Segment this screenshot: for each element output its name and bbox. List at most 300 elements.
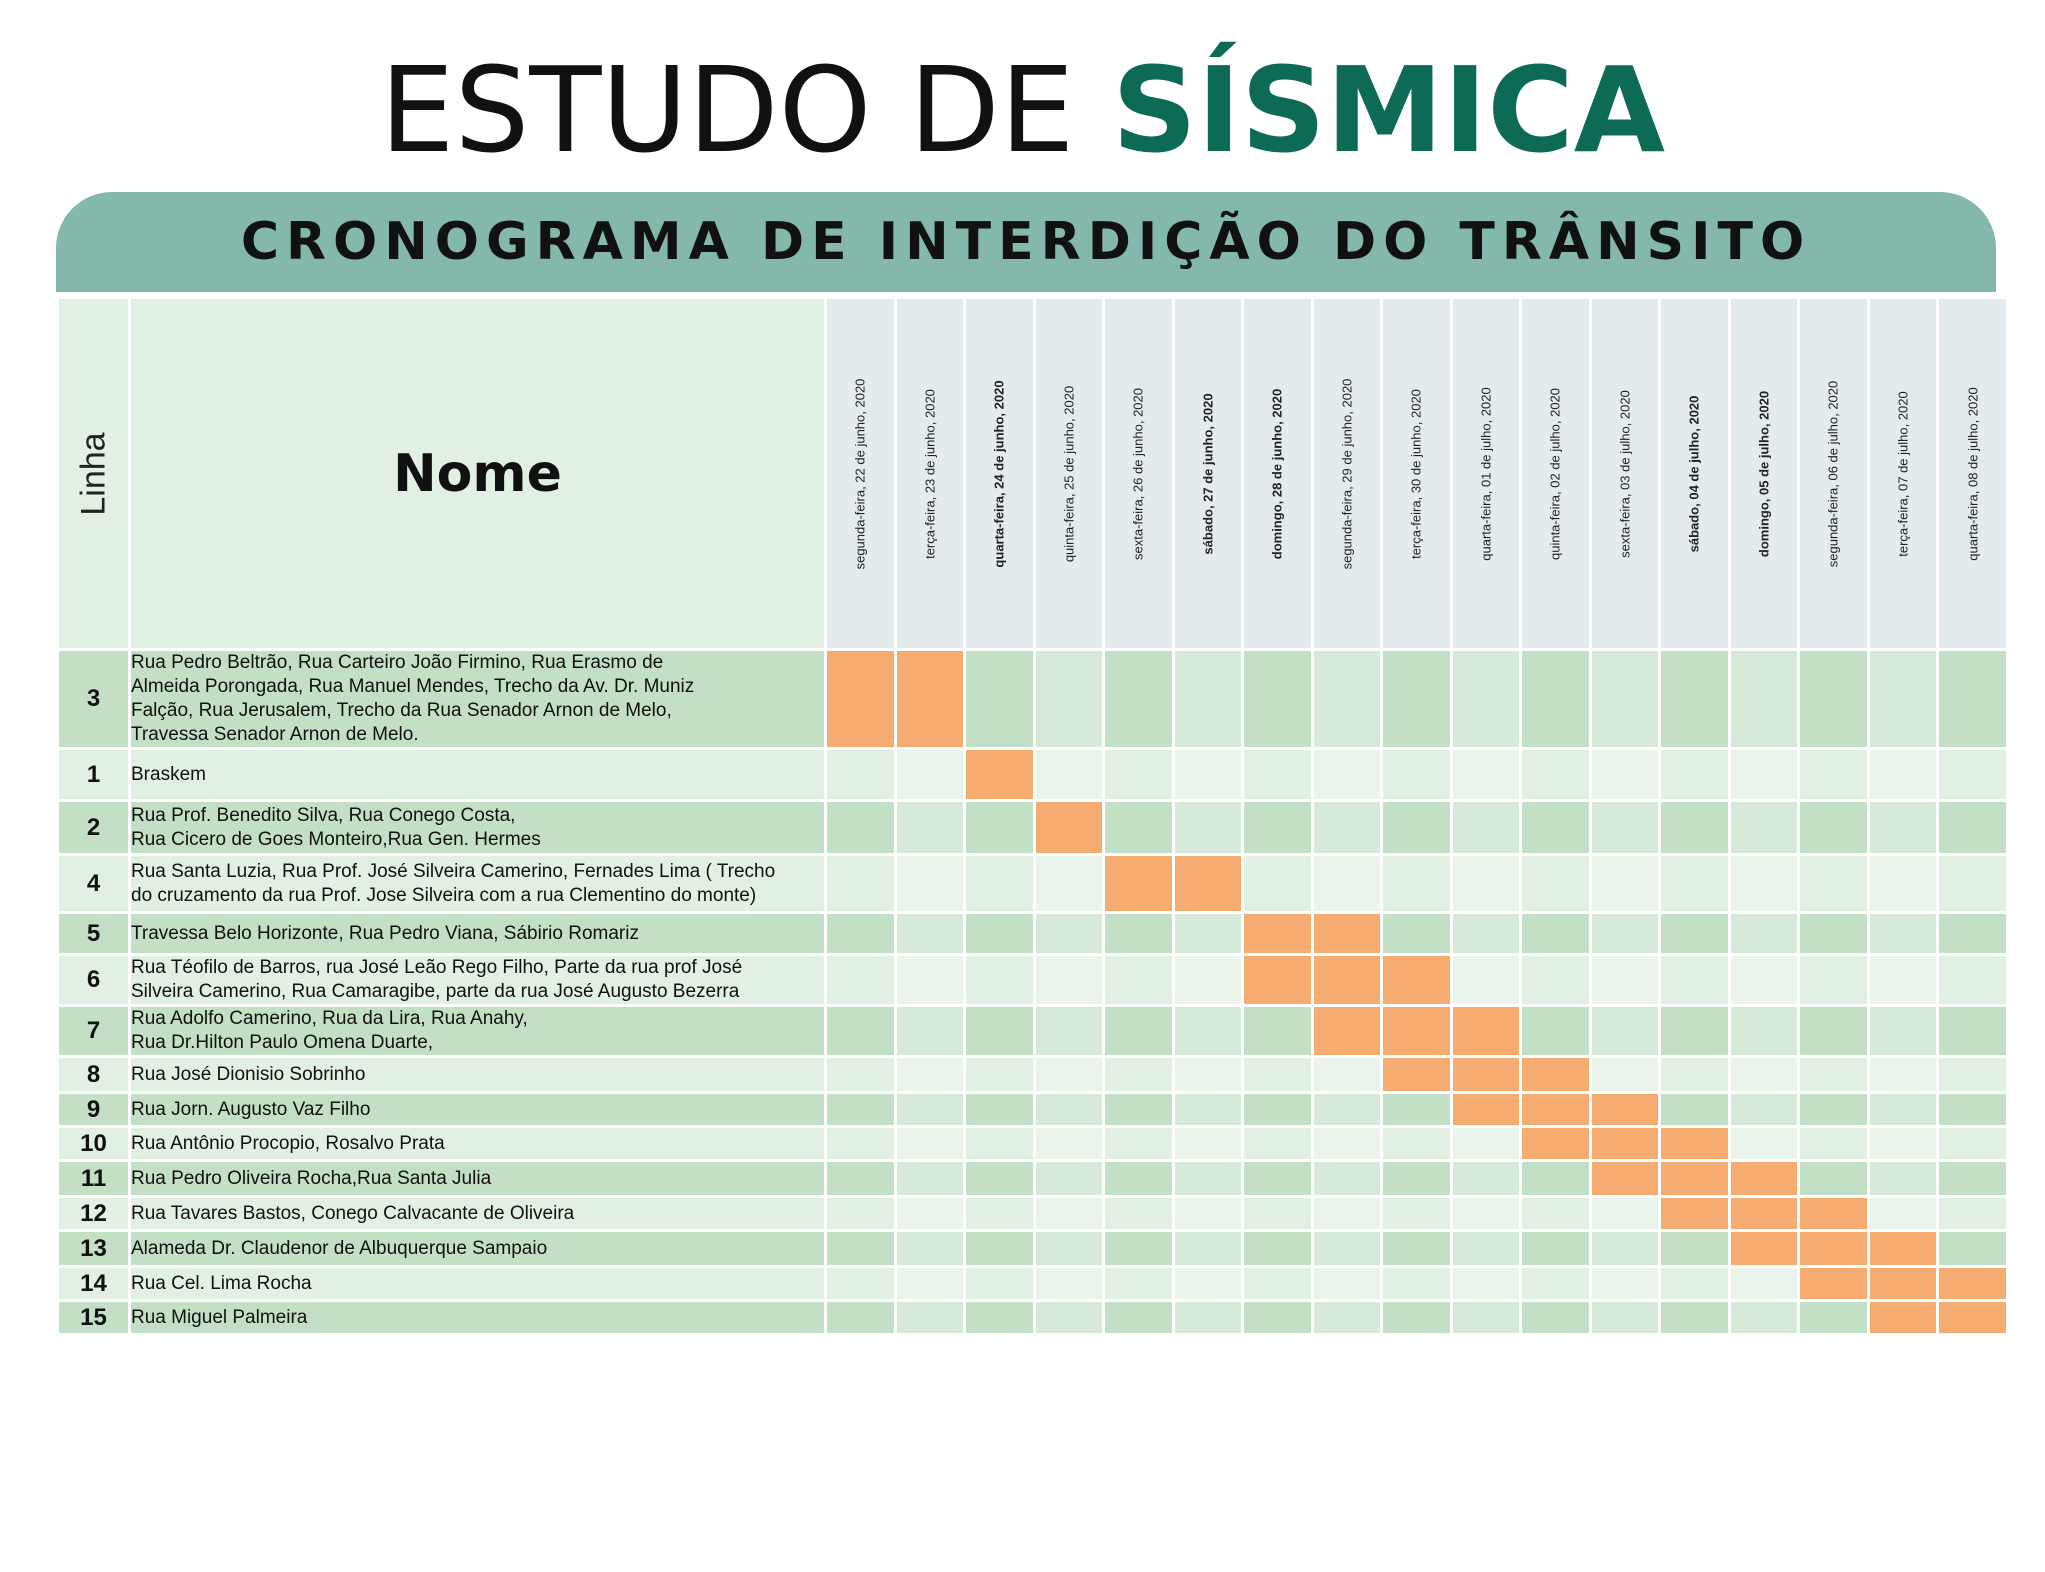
- schedule-cell: [1104, 1161, 1174, 1197]
- schedule-cell: [1521, 650, 1591, 749]
- header-row: [58, 298, 2008, 650]
- schedule-cell: [1173, 650, 1243, 749]
- main-title-part2: SÍSMICA: [1111, 41, 1666, 179]
- row-linha-number: 1: [58, 749, 130, 801]
- schedule-cell: [826, 955, 896, 1006]
- linha-header-label: Linha: [74, 431, 112, 516]
- schedule-cell: [826, 1231, 896, 1267]
- schedule-cell: [895, 955, 965, 1006]
- schedule-cell: [1243, 1161, 1313, 1197]
- schedule-cell: [1521, 1197, 1591, 1231]
- nome-header: Nome: [130, 298, 826, 650]
- schedule-cell: [1173, 1006, 1243, 1057]
- street-name-line: Rua Antônio Procopio, Rosalvo Prata: [131, 1132, 445, 1154]
- row-street-names: [130, 1301, 826, 1335]
- schedule-cell: [1451, 1197, 1521, 1231]
- schedule-cell-interdicted: [895, 650, 965, 749]
- row-linha-number: 5: [58, 913, 130, 955]
- schedule-cell: [1868, 1161, 1938, 1197]
- street-name-line: Rua Cel. Lima Rocha: [131, 1272, 312, 1294]
- schedule-cell: [1034, 1127, 1104, 1161]
- schedule-cell-interdicted: [1660, 1161, 1730, 1197]
- schedule-cell: [1868, 1197, 1938, 1231]
- street-name-line: Rua Miguel Palmeira: [131, 1306, 308, 1328]
- schedule-cell-interdicted: [965, 749, 1035, 801]
- date-header-label: terça-feira, 07 de julho, 2020: [1895, 390, 1911, 557]
- schedule-cell-interdicted: [1382, 1057, 1452, 1093]
- schedule-cell: [1660, 1057, 1730, 1093]
- schedule-cell: [1799, 1301, 1869, 1335]
- row-street-names: [130, 1006, 826, 1057]
- schedule-cell: [1104, 1267, 1174, 1301]
- schedule-cell: [1521, 1161, 1591, 1197]
- schedule-cell-interdicted: [1729, 1197, 1799, 1231]
- row-street-names: [130, 1161, 826, 1197]
- schedule-cell: [1938, 1127, 2008, 1161]
- schedule-cell: [1521, 913, 1591, 955]
- schedule-cell: [1104, 1197, 1174, 1231]
- schedule-cell-interdicted: [1243, 955, 1313, 1006]
- schedule-cell: [1521, 801, 1591, 855]
- row-linha-number: 7: [58, 1006, 130, 1057]
- schedule-cell: [1868, 1057, 1938, 1093]
- schedule-cell: [826, 1093, 896, 1127]
- street-name-line: Rua Prof. Benedito Silva, Rua Conego Costa,: [131, 804, 516, 826]
- schedule-cell: [1660, 749, 1730, 801]
- schedule-cell: [965, 1301, 1035, 1335]
- schedule-cell: [1173, 1161, 1243, 1197]
- row-street-names: [130, 1127, 826, 1161]
- schedule-cell: [965, 955, 1035, 1006]
- schedule-cell: [1938, 855, 2008, 913]
- schedule-cell-interdicted: [1590, 1127, 1660, 1161]
- schedule-cell: [1868, 749, 1938, 801]
- date-header: [1521, 298, 1591, 650]
- schedule-cell: [1034, 855, 1104, 913]
- schedule-cell: [826, 1127, 896, 1161]
- schedule-cell: [1868, 955, 1938, 1006]
- schedule-cell: [1729, 855, 1799, 913]
- schedule-cell-interdicted: [1799, 1231, 1869, 1267]
- schedule-cell: [1382, 1127, 1452, 1161]
- schedule-cell: [1451, 913, 1521, 955]
- schedule-cell: [1729, 1057, 1799, 1093]
- date-header-label: segunda-feira, 06 de julho, 2020: [1825, 380, 1841, 567]
- schedule-cell: [965, 1161, 1035, 1197]
- street-name-line: Silveira Camerino, Rua Camaragibe, parte da rua José Augusto Bezerra: [131, 981, 740, 1002]
- date-header-label: domingo, 05 de julho, 2020: [1756, 390, 1772, 557]
- date-header: [1590, 298, 1660, 650]
- schedule-cell-interdicted: [1729, 1161, 1799, 1197]
- schedule-cell-interdicted: [1521, 1093, 1591, 1127]
- schedule-row: [58, 1006, 2008, 1057]
- schedule-cell: [1729, 749, 1799, 801]
- schedule-cell: [1729, 1006, 1799, 1057]
- schedule-cell: [1451, 1231, 1521, 1267]
- schedule-cell: [1034, 913, 1104, 955]
- schedule-cell: [1938, 749, 2008, 801]
- schedule-cell: [1173, 1267, 1243, 1301]
- date-header-label: sexta-feira, 03 de julho, 2020: [1617, 389, 1633, 558]
- row-linha-number: 11: [58, 1161, 130, 1197]
- schedule-cell-interdicted: [1938, 1301, 2008, 1335]
- schedule-cell: [1799, 650, 1869, 749]
- schedule-cell: [1312, 801, 1382, 855]
- schedule-cell: [1938, 1006, 2008, 1057]
- schedule-cell: [1590, 1057, 1660, 1093]
- date-header-label: domingo, 28 de junho, 2020: [1269, 388, 1285, 559]
- schedule-cell: [1382, 913, 1452, 955]
- schedule-cell: [826, 1006, 896, 1057]
- schedule-cell: [1521, 955, 1591, 1006]
- schedule-cell: [895, 1093, 965, 1127]
- schedule-cell-interdicted: [1312, 913, 1382, 955]
- schedule-cell-interdicted: [1521, 1057, 1591, 1093]
- schedule-cell: [1243, 1197, 1313, 1231]
- schedule-cell: [1729, 1267, 1799, 1301]
- date-header: [1312, 298, 1382, 650]
- schedule-cell-interdicted: [1799, 1197, 1869, 1231]
- schedule-row: [58, 749, 2008, 801]
- schedule-cell: [1868, 650, 1938, 749]
- date-header: [1938, 298, 2008, 650]
- date-header-label: quinta-feira, 02 de julho, 2020: [1547, 387, 1563, 560]
- schedule-cell: [1799, 1057, 1869, 1093]
- schedule-cell: [1868, 1127, 1938, 1161]
- schedule-row: [58, 1057, 2008, 1093]
- schedule-cell: [1104, 1057, 1174, 1093]
- row-linha-number: 13: [58, 1231, 130, 1267]
- schedule-cell: [1312, 1161, 1382, 1197]
- schedule-cell: [1173, 801, 1243, 855]
- schedule-cell: [1799, 1161, 1869, 1197]
- schedule-cell: [1729, 913, 1799, 955]
- street-name-line: Rua José Dionisio Sobrinho: [131, 1063, 366, 1085]
- street-name-line: Travessa Senador Arnon de Melo.: [131, 724, 419, 745]
- schedule-cell: [1243, 855, 1313, 913]
- schedule-cell-interdicted: [1729, 1231, 1799, 1267]
- schedule-cell: [965, 801, 1035, 855]
- date-header: [1173, 298, 1243, 650]
- schedule-cell: [826, 1161, 896, 1197]
- schedule-cell: [965, 1127, 1035, 1161]
- schedule-cell-interdicted: [1868, 1231, 1938, 1267]
- schedule-cell: [1243, 749, 1313, 801]
- schedule-cell: [1660, 1301, 1730, 1335]
- date-header-label: sábado, 27 de junho, 2020: [1200, 392, 1216, 555]
- date-header-label: segunda-feira, 29 de junho, 2020: [1339, 378, 1355, 569]
- schedule-cell: [1034, 1057, 1104, 1093]
- schedule-cell: [1034, 1231, 1104, 1267]
- schedule-cell-interdicted: [1451, 1057, 1521, 1093]
- schedule-cell: [1034, 1093, 1104, 1127]
- schedule-cell: [1660, 650, 1730, 749]
- schedule-cell: [1034, 1161, 1104, 1197]
- schedule-cell: [1034, 1197, 1104, 1231]
- schedule-cell: [1382, 1197, 1452, 1231]
- date-header: [1034, 298, 1104, 650]
- date-header-label: quarta-feira, 24 de junho, 2020: [991, 379, 1007, 568]
- schedule-cell-interdicted: [1382, 955, 1452, 1006]
- schedule-cell: [1868, 913, 1938, 955]
- row-linha-number: 3: [58, 650, 130, 749]
- schedule-cell: [1868, 855, 1938, 913]
- schedule-cell: [1104, 650, 1174, 749]
- row-street-names: [130, 1057, 826, 1093]
- schedule-cell: [1590, 801, 1660, 855]
- street-name-line: Rua Téofilo de Barros, rua José Leão Rego Filho, Parte da rua prof José: [131, 957, 743, 978]
- schedule-cell: [965, 1267, 1035, 1301]
- linha-header: [58, 298, 130, 650]
- schedule-cell: [826, 1197, 896, 1231]
- schedule-cell: [826, 1057, 896, 1093]
- schedule-cell: [1868, 1093, 1938, 1127]
- schedule-cell: [1382, 650, 1452, 749]
- schedule-cell: [895, 1161, 965, 1197]
- schedule-cell: [1799, 1006, 1869, 1057]
- schedule-cell: [1312, 1057, 1382, 1093]
- schedule-cell: [1729, 650, 1799, 749]
- schedule-cell: [1868, 801, 1938, 855]
- schedule-cell: [895, 1231, 965, 1267]
- schedule-cell-interdicted: [1312, 1006, 1382, 1057]
- schedule-cell: [1173, 1197, 1243, 1231]
- schedule-cell: [1243, 1301, 1313, 1335]
- schedule-cell-interdicted: [826, 650, 896, 749]
- schedule-cell: [1660, 801, 1730, 855]
- schedule-cell: [1312, 1231, 1382, 1267]
- schedule-cell: [1034, 955, 1104, 1006]
- street-name-line: Rua Pedro Oliveira Rocha,Rua Santa Julia: [131, 1167, 492, 1189]
- schedule-cell: [1382, 1231, 1452, 1267]
- schedule-cell: [1590, 650, 1660, 749]
- schedule-cell: [1729, 1127, 1799, 1161]
- row-linha-number: 4: [58, 855, 130, 913]
- schedule-cell: [1590, 1267, 1660, 1301]
- schedule-cell: [1729, 1301, 1799, 1335]
- banner-title: CRONOGRAMA DE INTERDIÇÃO DO TRÂNSITO: [240, 212, 1812, 272]
- schedule-cell: [1938, 1057, 2008, 1093]
- schedule-cell: [1521, 1231, 1591, 1267]
- schedule-cell: [1104, 801, 1174, 855]
- schedule-cell: [1451, 801, 1521, 855]
- schedule-cell: [826, 801, 896, 855]
- schedule-cell: [965, 1057, 1035, 1093]
- schedule-cell: [826, 1301, 896, 1335]
- schedule-cell: [1938, 1231, 2008, 1267]
- schedule-cell: [1660, 955, 1730, 1006]
- schedule-cell: [1382, 1301, 1452, 1335]
- schedule-cell-interdicted: [1382, 1006, 1452, 1057]
- schedule-cell-interdicted: [1868, 1267, 1938, 1301]
- schedule-row: [58, 1231, 2008, 1267]
- schedule-row: [58, 801, 2008, 855]
- street-name-line: Travessa Belo Horizonte, Rua Pedro Viana, Sábirio Romariz: [131, 922, 639, 944]
- row-street-names: [130, 1093, 826, 1127]
- schedule-cell: [1799, 855, 1869, 913]
- schedule-cell: [1799, 913, 1869, 955]
- schedule-cell: [1451, 1267, 1521, 1301]
- date-header-label: quinta-feira, 25 de junho, 2020: [1061, 385, 1077, 562]
- row-street-names: [130, 801, 826, 855]
- schedule-cell: [1938, 955, 2008, 1006]
- schedule-rows: [58, 650, 2008, 1335]
- row-linha-number: 8: [58, 1057, 130, 1093]
- schedule-table: [56, 296, 2009, 1336]
- schedule-cell: [1312, 650, 1382, 749]
- schedule-cell: [826, 913, 896, 955]
- schedule-cell: [965, 1231, 1035, 1267]
- schedule-cell: [1243, 1127, 1313, 1161]
- schedule-cell: [1382, 1267, 1452, 1301]
- schedule-cell: [1173, 955, 1243, 1006]
- schedule-cell: [1034, 749, 1104, 801]
- date-header: [1729, 298, 1799, 650]
- schedule-cell: [895, 1301, 965, 1335]
- schedule-cell: [1382, 801, 1452, 855]
- schedule-cell-interdicted: [1104, 855, 1174, 913]
- row-linha-number: 14: [58, 1267, 130, 1301]
- schedule-row: [58, 1267, 2008, 1301]
- schedule-cell: [895, 1127, 965, 1161]
- date-header-label: sexta-feira, 26 de junho, 2020: [1130, 387, 1146, 560]
- schedule-cell: [1799, 749, 1869, 801]
- street-name-line: Braskem: [131, 763, 206, 785]
- schedule-cell: [1104, 1006, 1174, 1057]
- schedule-cell: [826, 749, 896, 801]
- row-street-names: [130, 855, 826, 913]
- schedule-cell: [1243, 1267, 1313, 1301]
- schedule-cell: [1590, 1231, 1660, 1267]
- row-street-names: [130, 1197, 826, 1231]
- schedule-cell: [826, 855, 896, 913]
- row-street-names: [130, 913, 826, 955]
- street-name-line: Rua Santa Luzia, Rua Prof. José Silveira Camerino, Fernades Lima ( Trecho: [131, 860, 776, 882]
- schedule-cell: [965, 913, 1035, 955]
- schedule-cell: [1938, 1093, 2008, 1127]
- schedule-cell: [895, 1267, 965, 1301]
- schedule-cell: [826, 1267, 896, 1301]
- schedule-cell-interdicted: [1868, 1301, 1938, 1335]
- schedule-cell: [1590, 913, 1660, 955]
- schedule-cell: [1660, 855, 1730, 913]
- schedule-cell: [1521, 749, 1591, 801]
- schedule-cell: [1312, 1197, 1382, 1231]
- schedule-cell: [1660, 913, 1730, 955]
- schedule-cell: [1451, 1161, 1521, 1197]
- schedule-cell: [1104, 1127, 1174, 1161]
- street-name-line: Alameda Dr. Claudenor de Albuquerque Sampaio: [131, 1237, 548, 1259]
- date-header: [1868, 298, 1938, 650]
- schedule-cell: [1312, 1267, 1382, 1301]
- date-header-label: segunda-feira, 22 de junho, 2020: [852, 378, 868, 569]
- schedule-row: [58, 1301, 2008, 1335]
- schedule-cell-interdicted: [1451, 1093, 1521, 1127]
- schedule-cell: [1173, 913, 1243, 955]
- main-title: [0, 40, 2045, 180]
- schedule-row: [58, 1093, 2008, 1127]
- schedule-row: [58, 650, 2008, 749]
- schedule-cell-interdicted: [1799, 1267, 1869, 1301]
- schedule-cell: [895, 913, 965, 955]
- date-header: [1660, 298, 1730, 650]
- schedule-cell-interdicted: [1243, 913, 1313, 955]
- schedule-cell: [1312, 749, 1382, 801]
- schedule-cell: [1104, 1301, 1174, 1335]
- schedule-cell: [1590, 749, 1660, 801]
- schedule-cell: [965, 1093, 1035, 1127]
- row-street-names: [130, 1231, 826, 1267]
- street-name-line: Falção, Rua Jerusalem, Trecho da Rua Senador Arnon de Melo,: [131, 700, 672, 721]
- schedule-cell: [1729, 801, 1799, 855]
- date-header: [1243, 298, 1313, 650]
- schedule-cell-interdicted: [1312, 955, 1382, 1006]
- row-linha-number: 10: [58, 1127, 130, 1161]
- schedule-cell: [1521, 1006, 1591, 1057]
- schedule-cell-interdicted: [1173, 855, 1243, 913]
- row-linha-number: 15: [58, 1301, 130, 1335]
- schedule-cell: [1243, 1231, 1313, 1267]
- street-name-line: do cruzamento da rua Prof. Jose Silveira com a rua Clementino do monte): [131, 884, 757, 906]
- schedule-cell: [1938, 1197, 2008, 1231]
- schedule-cell: [1034, 1006, 1104, 1057]
- date-header-label: quarta-feira, 08 de julho, 2020: [1965, 386, 1980, 561]
- schedule-cell: [1243, 650, 1313, 749]
- schedule-row: [58, 955, 2008, 1006]
- schedule-cell: [1799, 1127, 1869, 1161]
- schedule-cell: [1868, 1006, 1938, 1057]
- schedule-cell-interdicted: [1590, 1161, 1660, 1197]
- schedule-cell: [1521, 1267, 1591, 1301]
- schedule-cell: [1173, 1057, 1243, 1093]
- schedule-cell: [1034, 1267, 1104, 1301]
- schedule-cell: [1312, 1093, 1382, 1127]
- date-header: [1799, 298, 1869, 650]
- schedule-cell: [1451, 855, 1521, 913]
- street-name-line: Rua Tavares Bastos, Conego Calvacante de Oliveira: [131, 1202, 575, 1224]
- schedule-row: [58, 1161, 2008, 1197]
- schedule-cell: [1590, 1197, 1660, 1231]
- schedule-cell: [1590, 855, 1660, 913]
- row-linha-number: 2: [58, 801, 130, 855]
- schedule-cell: [1243, 1006, 1313, 1057]
- schedule-cell: [1938, 801, 2008, 855]
- schedule-row: [58, 855, 2008, 913]
- schedule-cell: [1660, 1093, 1730, 1127]
- schedule-cell: [895, 1006, 965, 1057]
- schedule-cell-interdicted: [1451, 1006, 1521, 1057]
- schedule-cell: [1034, 650, 1104, 749]
- schedule-cell: [1243, 801, 1313, 855]
- schedule-cell: [1173, 1127, 1243, 1161]
- schedule-cell: [1243, 1093, 1313, 1127]
- row-linha-number: 12: [58, 1197, 130, 1231]
- schedule-cell: [1243, 1057, 1313, 1093]
- date-header: [826, 298, 896, 650]
- date-header-label: quarta-feira, 01 de julho, 2020: [1478, 386, 1494, 561]
- row-linha-number: 6: [58, 955, 130, 1006]
- schedule-cell: [1799, 801, 1869, 855]
- date-header: [1104, 298, 1174, 650]
- row-street-names: [130, 955, 826, 1006]
- schedule-cell-interdicted: [1938, 1267, 2008, 1301]
- schedule-cell: [1104, 749, 1174, 801]
- schedule-cell: [1590, 1301, 1660, 1335]
- schedule-cell: [1729, 1093, 1799, 1127]
- schedule-cell-interdicted: [1660, 1197, 1730, 1231]
- schedule-cell: [1382, 1093, 1452, 1127]
- schedule-cell: [1451, 955, 1521, 1006]
